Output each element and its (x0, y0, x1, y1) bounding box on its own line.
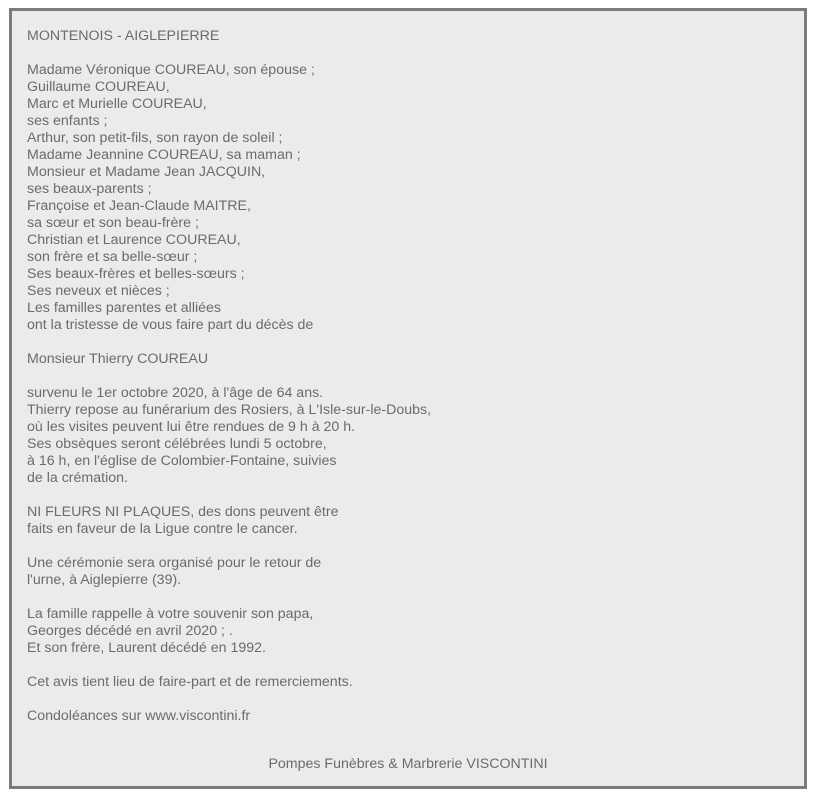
family-line: ont la tristesse de vous faire part du décès de (27, 317, 314, 333)
family-line: ses enfants ; (27, 113, 108, 129)
remembrance-note (27, 606, 787, 657)
obituary-notice-body (27, 28, 787, 742)
donations-line: NI FLEURS NI PLAQUES, des dons peuvent être (27, 504, 339, 520)
family-line: ses beaux-parents ; (27, 181, 152, 197)
family-line: Madame Jeannine COUREAU, sa maman ; (27, 147, 301, 163)
family-list (27, 62, 787, 334)
closing-line: Cet avis tient lieu de faire-part et de remerciements. (27, 674, 353, 690)
ceremony-line: l'urne, à Aiglepierre (39). (27, 572, 182, 588)
remembrance-line: Et son frère, Laurent décédé en 1992. (27, 640, 266, 656)
deceased-name-block (27, 351, 787, 368)
condolences-line: Condoléances sur www.viscontini.fr (27, 708, 251, 724)
details-line: Thierry repose au funérarium des Rosiers, à L'Isle-sur-le-Doubs, (27, 402, 432, 418)
family-line: Guillaume COUREAU, (27, 79, 170, 95)
family-line: Monsieur et Madame Jean JACQUIN, (27, 164, 266, 180)
ceremony-line: Une cérémonie sera organisé pour le retour de (27, 555, 322, 571)
ceremony-note (27, 555, 787, 589)
details-line: à 16 h, en l'église de Colombier-Fontaine, suivies (27, 453, 337, 469)
location-heading (27, 28, 787, 45)
donations-line: faits en faveur de la Ligue contre le cancer. (27, 521, 298, 537)
family-line: sa sœur et son beau-frère ; (27, 215, 199, 231)
family-line: Madame Véronique COUREAU, son épouse ; (27, 62, 315, 78)
deceased-name: Monsieur Thierry COUREAU (27, 351, 209, 367)
family-line: Marc et Murielle COUREAU, (27, 96, 207, 112)
family-line: Ses neveux et nièces ; (27, 283, 170, 299)
location-text: MONTENOIS - AIGLEPIERRE (27, 28, 220, 44)
donations-note (27, 504, 787, 538)
details-line: de la crémation. (27, 470, 128, 486)
funeral-home-footer: Pompes Funèbres & Marbrerie VISCONTINI (268, 756, 548, 772)
obituary-notice-frame (9, 8, 807, 789)
family-line: Françoise et Jean-Claude MAITRE, (27, 198, 251, 214)
details-line: survenu le 1er octobre 2020, à l'âge de 64 ans. (27, 385, 324, 401)
family-line: Les familles parentes et alliées (27, 300, 221, 316)
family-line: son frère et sa belle-sœur ; (27, 249, 198, 265)
condolences-note (27, 708, 787, 725)
closing-note (27, 674, 787, 691)
family-line: Arthur, son petit-fils, son rayon de soleil ; (27, 130, 283, 146)
family-line: Ses beaux-frères et belles-sœurs ; (27, 266, 245, 282)
remembrance-line: Georges décédé en avril 2020 ; . (27, 623, 233, 639)
details-line: Ses obsèques seront célébrées lundi 5 octobre, (27, 436, 327, 452)
funeral-details (27, 385, 787, 487)
remembrance-line: La famille rappelle à votre souvenir son papa, (27, 606, 314, 622)
details-line: où les visites peuvent lui être rendues de 9 h à 20 h. (27, 419, 356, 435)
family-line: Christian et Laurence COUREAU, (27, 232, 241, 248)
